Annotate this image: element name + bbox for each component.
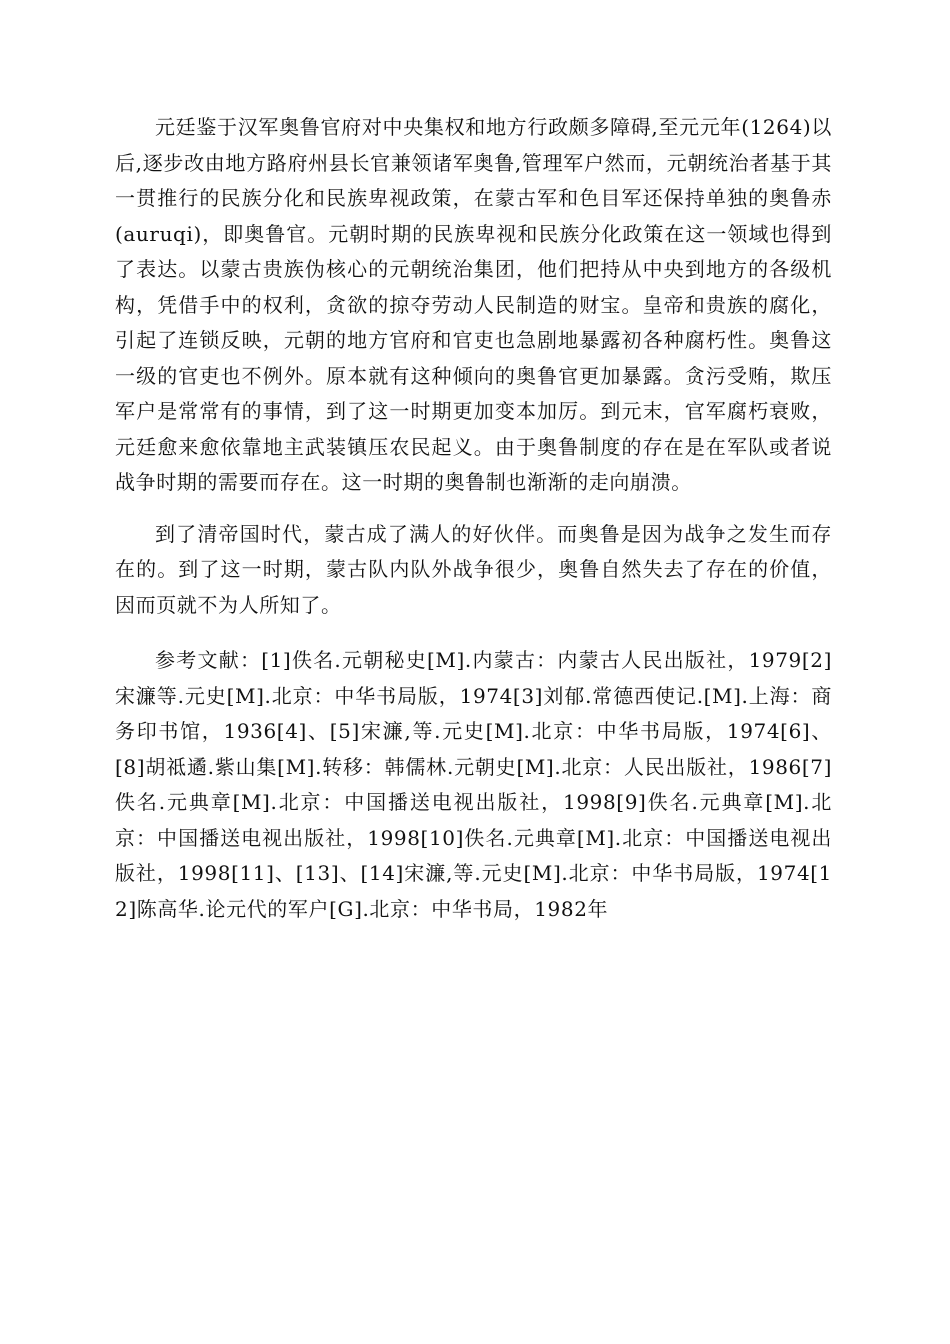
references: 参考文献：[1]佚名.元朝秘史[M].内蒙古：内蒙古人民出版社，1979[2]宋濂等.元史[M].北京：中华书局版，1974[3]刘郁.常德西使记.[M].上海：商务印书馆，1936[4]、[5]宋濂,等.元史[M].北京：中华书局版，1974[6]、[8]胡祗遹.紫山集[M].转移：韩儒林.元朝史[M].北京：人民出版社，1986[7]佚名.元典章[M].北京：中国播送电视出版社，1998[9]佚名.元典章[M].北京：中国播送电视出版社，1998[10]佚名.元典章[M].北京：中国播送电视出版社，1998[11]、[13]、[14]宋濂,等.元史[M].北京：中华书局版，1974[12]陈高华.论元代的军户[G].北京：中华书局，1982年 bbox=[115, 648, 833, 921]
paragraph-yuan-dynasty: 元廷鉴于汉军奥鲁官府对中央集权和地方行政颇多障碍,至元元年(1264)以后,逐步改由地方路府州县长官兼领诸军奥鲁,管理军户然而，元朝统治者基于其一贯推行的民族分化和民族卑视政策，在蒙古军和色目军还保持单独的奥鲁赤(auruqi)，即奥鲁官。元朝时期的民族卑视和民族分化政策在这一领域也得到了表达。以蒙古贵族伪核心的元朝统治集团，他们把持从中央到地方的各级机构，凭借手中的权利，贪欲的掠夺劳动人民制造的财宝。皇帝和贵族的腐化，引起了连锁反映，元朝的地方官府和官吏也急剧地暴露初各种腐朽性。奥鲁这一级的官吏也不例外。原本就有这种倾向的奥鲁官更加暴露。贪污受贿，欺压军户是常常有的事情，到了这一时期更加变本加厉。到元末，官军腐朽衰败，元廷愈来愈依靠地主武装镇压农民起义。由于奥鲁制度的存在是在军队或者说战争时期的需要而存在。这一时期的奥鲁制也渐渐的走向崩溃。 bbox=[115, 115, 832, 494]
paragraph-qing-dynasty: 到了清帝国时代，蒙古成了满人的好伙伴。而奥鲁是因为战争之发生而存在的。到了这一时期，蒙古队内队外战争很少，奥鲁自然失去了存在的价值，因而页就不为人所知了。 bbox=[115, 521, 832, 617]
document-page bbox=[115, 110, 832, 947]
